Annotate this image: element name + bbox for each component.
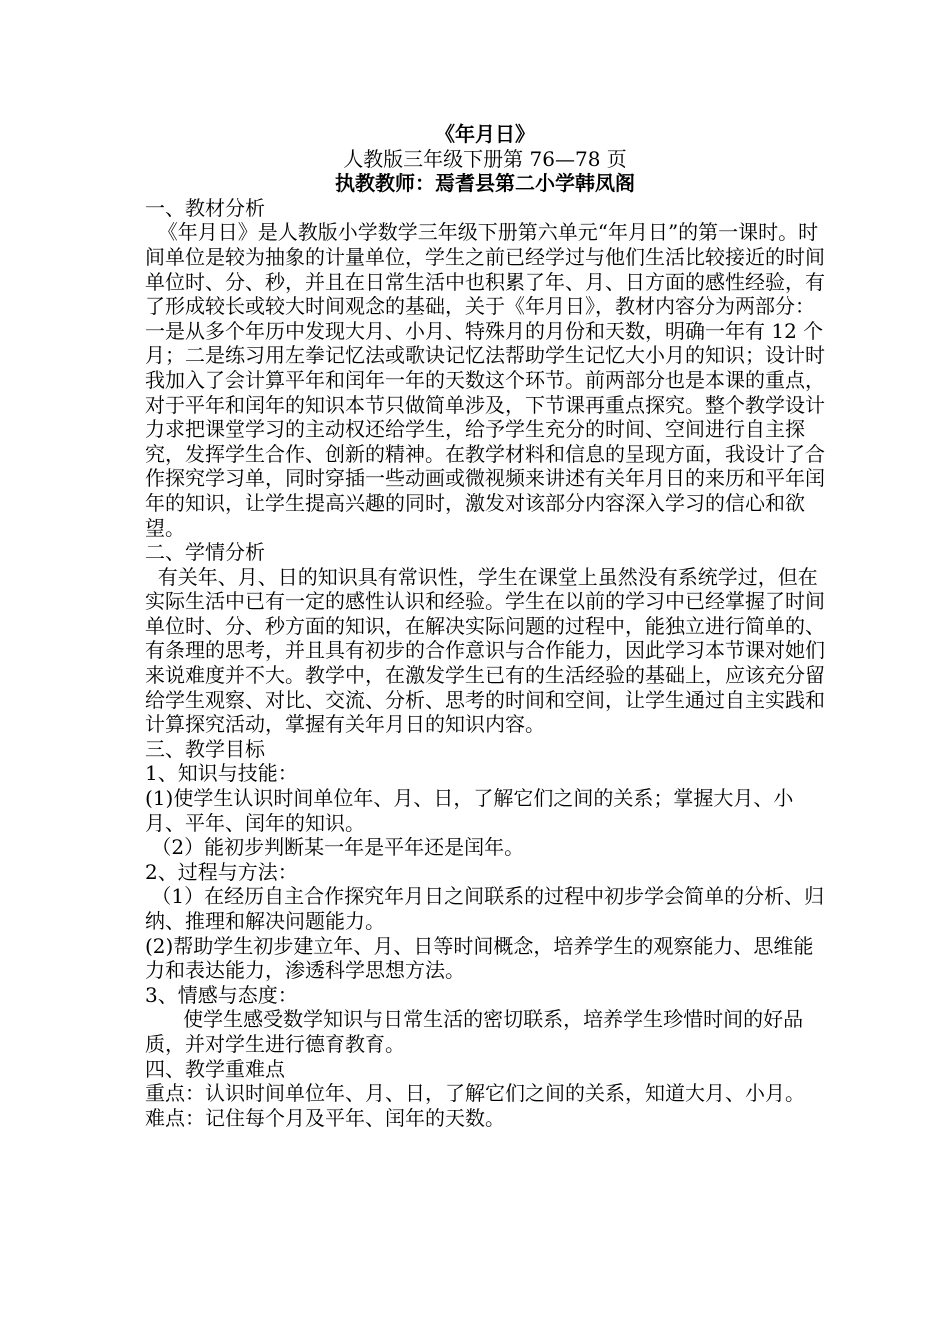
goal-knowledge-item-2: （2）能初步判断某一年是平年还是闰年。 — [145, 835, 525, 860]
goal-emotion-item-1: 使学生感受数学知识与日常生活的密切联系，培养学生珍惜时间的好品质，并对学生进行德育教育。 — [145, 1007, 804, 1056]
material-analysis-paragraph: 《年月日》是人教版小学数学三年级下册第六单元“年月日”的第一课时。时间单位是较为抽象的计量单位，学生之前已经学过与他们生活比较接近的时间单位时、分、秒，并且在日常生活中也积累了年、月、日方面的感性经验，有了形成较长或较大时间观念的基础，关于《年月日》，教材内容分为两部分：一是从多个年历中发现大月、小月、特殊月的月份和天数，明确一年有 12 个月；二是练习用左拳记忆法或歌诀记忆法帮助学生记忆大小月的知识；设计时我加入了会计算平年和闰年一年的天数这个环节。前两部分也是本课的重点，对于平年和闰年的知识本节只做简单涉及，下节课再重点探究。整个教学设计力求把课堂学习的主动权还给学生，给予学生充分的时间、空间进行自主探究，发挥学生合作、创新的精神。在教学材料和信息的呈现方面，我设计了合作探究学习单，同时穿插一些动画或微视频来讲述有关年月日的来历和平年闰年的知识，让学生提高兴趣的同时，激发对该部分内容深入学习的信心和欲望。 — [145, 220, 825, 540]
document-subtitle: 人教版三年级下册第 76—78 页 — [343, 146, 627, 171]
section-heading-material-analysis: 一、教材分析 — [145, 195, 265, 220]
difficulty-line: 难点：记住每个月及平年、闰年的天数。 — [145, 1105, 505, 1130]
goal-emotion-heading: 3、情感与态度： — [145, 982, 298, 1007]
section-heading-learner-analysis: 二、学情分析 — [145, 540, 265, 565]
document-title: 《年月日》 — [435, 122, 535, 146]
teacher-line: 执教教师：焉耆县第二小学韩凤阁 — [335, 171, 635, 196]
section-heading-key-difficulties: 四、教学重难点 — [145, 1056, 285, 1081]
goal-knowledge-heading: 1、知识与技能： — [145, 761, 298, 786]
goal-knowledge-item-1: (1)使学生认识时间单位年、月、日，了解它们之间的关系；掌握大月、小月、平年、闰年的知识。 — [145, 786, 794, 835]
document-page — [145, 122, 825, 1130]
goal-process-heading: 2、过程与方法： — [145, 859, 298, 884]
learner-analysis-paragraph: 有关年、月、日的知识具有常识性，学生在课堂上虽然没有系统学过，但在实际生活中已有一定的感性认识和经验。学生在以前的学习中已经掌握了时间单位时、分、秒方面的知识，在解决实际问题的过程中，能独立进行简单的、有条理的思考，并且具有初步的合作意识与合作能力，因此学习本节课对她们来说难度并不大。教学中，在激发学生已有的生活经验的基础上，应该充分留给学生观察、对比、交流、分析、思考的时间和空间，让学生通过自主实践和计算探究活动，掌握有关年月日的知识内容。 — [145, 564, 825, 737]
goal-process-item-2: (2)帮助学生初步建立年、月、日等时间概念，培养学生的观察能力、思维能力和表达能力，渗透科学思想方法。 — [145, 933, 814, 983]
goal-process-item-1: （1）在经历自主合作探究年月日之间联系的过程中初步学会简单的分析、归纳、推理和解决问题能力。 — [145, 884, 825, 933]
section-heading-teaching-goals: 三、教学目标 — [145, 736, 265, 761]
key-point-line: 重点：认识时间单位年、月、日，了解它们之间的关系，知道大月、小月。 — [145, 1081, 805, 1106]
